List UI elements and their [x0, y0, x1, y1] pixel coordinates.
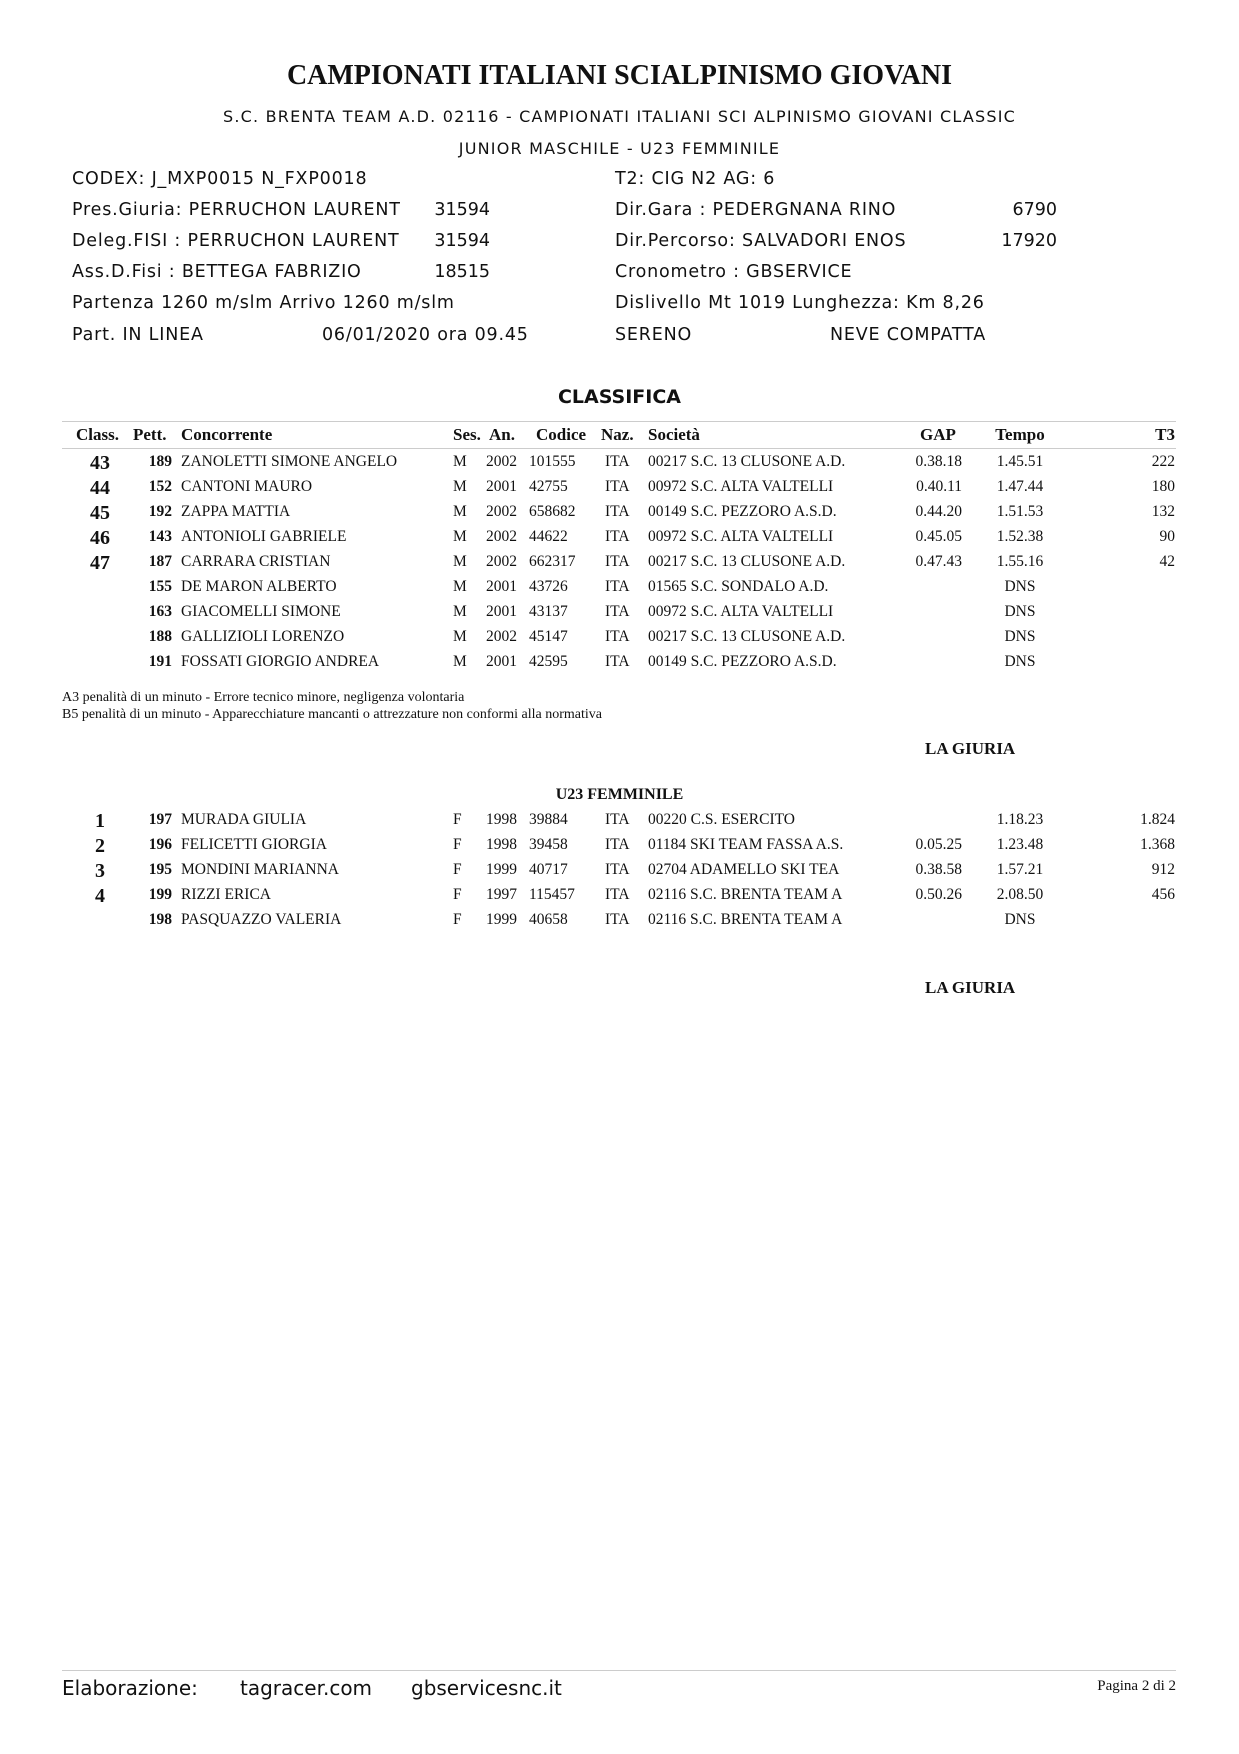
- cell-club: 00972 S.C. ALTA VALTELLI: [648, 603, 834, 620]
- cell-sex: M: [453, 578, 467, 595]
- partenza-tipo: Part. IN LINEA: [72, 325, 204, 345]
- cronometro: Cronometro : GBSERVICE: [615, 262, 853, 282]
- cell-sex: M: [453, 478, 467, 495]
- cell-athlete-name: MONDINI MARIANNA: [181, 861, 340, 878]
- cell-gap: 0.40.11: [916, 478, 962, 495]
- table-row: [0, 653, 1239, 678]
- footer-link-gbservice[interactable]: gbservicesnc.it: [411, 1676, 562, 1700]
- cell-birth-year: 1999: [486, 861, 517, 878]
- giuria-signature: LA GIURIA: [925, 739, 1016, 758]
- col-class: Class.: [76, 425, 119, 444]
- cell-bib: 155: [148, 578, 172, 595]
- cell-bib: 187: [148, 553, 172, 570]
- cell-gap: 0.47.43: [915, 553, 962, 570]
- cell-gap: 0.50.26: [915, 886, 962, 903]
- cell-club: 01184 SKI TEAM FASSA A.S.: [648, 836, 844, 853]
- cell-club: 00972 S.C. ALTA VALTELLI: [648, 528, 834, 545]
- cell-nation: ITA: [605, 653, 630, 670]
- dir-gara: Dir.Gara : PEDERGNANA RINO: [615, 200, 897, 220]
- col-an: An.: [489, 425, 515, 444]
- cell-fisi-code: 39884: [529, 811, 568, 828]
- cell-club: 00149 S.C. PEZZORO A.S.D.: [648, 653, 837, 670]
- col-gap: GAP: [920, 425, 956, 444]
- cell-points: 912: [1151, 861, 1175, 878]
- cell-bib: 189: [148, 453, 172, 470]
- cell-fisi-code: 662317: [529, 553, 576, 570]
- cell-rank: 2: [95, 835, 105, 857]
- cell-time: 1.52.38: [996, 528, 1044, 545]
- cell-fisi-code: 39458: [529, 836, 568, 853]
- cell-birth-year: 1998: [486, 836, 517, 853]
- t2-cig: T2: CIG N2 AG: 6: [615, 169, 776, 189]
- cell-rank: 46: [90, 527, 110, 549]
- table-row: [0, 553, 1239, 578]
- table-row: [0, 836, 1239, 861]
- cell-athlete-name: PASQUAZZO VALERIA: [181, 911, 342, 928]
- cell-birth-year: 2001: [486, 603, 517, 620]
- cell-rank: 4: [95, 885, 105, 907]
- cell-birth-year: 2002: [486, 453, 517, 470]
- col-codice: Codice: [536, 425, 587, 444]
- cell-rank: 3: [95, 860, 105, 882]
- table-row: [0, 528, 1239, 553]
- cell-points: 456: [1151, 886, 1175, 903]
- cell-sex: F: [453, 861, 462, 878]
- cell-gap: 0.44.20: [915, 503, 962, 520]
- cell-points: 1.824: [1140, 811, 1175, 828]
- col-pett: Pett.: [133, 425, 167, 444]
- cell-fisi-code: 101555: [529, 453, 576, 470]
- header-rule-top: [62, 421, 1176, 422]
- cell-bib: 195: [148, 861, 172, 878]
- cell-rank: 45: [90, 502, 110, 524]
- cell-club: 01565 S.C. SONDALO A.D.: [648, 578, 829, 595]
- cell-bib: 197: [148, 811, 172, 828]
- cell-nation: ITA: [605, 453, 630, 470]
- cell-gap: 0.05.25: [915, 836, 962, 853]
- table-row: [0, 603, 1239, 628]
- cell-nation: ITA: [605, 578, 630, 595]
- cell-nation: ITA: [605, 603, 630, 620]
- neve: NEVE COMPATTA: [830, 325, 986, 345]
- cell-nation: ITA: [605, 836, 630, 853]
- cell-athlete-name: RIZZI ERICA: [181, 886, 271, 903]
- cell-club: 00149 S.C. PEZZORO A.S.D.: [648, 503, 837, 520]
- table-row: [0, 453, 1239, 478]
- col-t3: T3: [1155, 425, 1175, 444]
- cell-rank: 43: [90, 452, 110, 474]
- cell-athlete-name: CARRARA CRISTIAN: [181, 553, 331, 570]
- ass-fisi: Ass.D.Fisi : BETTEGA FABRIZIO: [72, 262, 362, 282]
- cell-gap: 0.45.05: [915, 528, 962, 545]
- cell-time: DNS: [1004, 653, 1036, 670]
- cell-athlete-name: CANTONI MAURO: [181, 478, 313, 495]
- cell-points: 42: [1159, 553, 1175, 570]
- deleg-fisi-code: 31594: [434, 231, 490, 251]
- cell-sex: F: [453, 911, 462, 928]
- table-row: [0, 578, 1239, 603]
- cell-club: 00217 S.C. 13 CLUSONE A.D.: [648, 453, 846, 470]
- cell-points: 90: [1159, 528, 1175, 545]
- cell-rank: 1: [95, 810, 105, 832]
- classifica-title: CLASSIFICA: [557, 386, 682, 408]
- header-rule-bottom: [62, 448, 1176, 449]
- pres-giuria-code: 31594: [434, 200, 490, 220]
- cell-nation: ITA: [605, 478, 630, 495]
- cell-time: DNS: [1004, 911, 1036, 928]
- cell-sex: M: [453, 553, 467, 570]
- cell-fisi-code: 45147: [529, 628, 568, 645]
- deleg-fisi: Deleg.FISI : PERRUCHON LAURENT: [72, 231, 400, 251]
- dir-percorso-code: 17920: [1001, 231, 1057, 251]
- cell-nation: ITA: [605, 861, 630, 878]
- partenza-arrivo: Partenza 1260 m/slm Arrivo 1260 m/slm: [72, 293, 455, 313]
- cell-nation: ITA: [605, 811, 630, 828]
- cell-fisi-code: 43137: [529, 603, 568, 620]
- cell-time: 1.23.48: [996, 836, 1044, 853]
- cell-fisi-code: 40658: [529, 911, 568, 928]
- cell-gap: 0.38.18: [915, 453, 962, 470]
- cell-bib: 191: [148, 653, 172, 670]
- cell-birth-year: 1997: [486, 886, 517, 903]
- cell-fisi-code: 658682: [529, 503, 576, 520]
- cell-sex: M: [453, 653, 467, 670]
- table-row: [0, 886, 1239, 911]
- cell-time: 1.55.16: [996, 553, 1044, 570]
- subtitle-organizer: S.C. BRENTA TEAM A.D. 02116 - CAMPIONATI ITALIANI SCI ALPINISMO GIOVANI CLASSIC: [223, 107, 1016, 126]
- cell-club: 00220 C.S. ESERCITO: [648, 811, 795, 828]
- cell-birth-year: 2002: [486, 528, 517, 545]
- cell-fisi-code: 44622: [529, 528, 568, 545]
- cell-time: 1.18.23: [996, 811, 1044, 828]
- cell-time: 1.45.51: [996, 453, 1044, 470]
- col-tempo: Tempo: [995, 425, 1045, 444]
- cell-time: DNS: [1004, 578, 1036, 595]
- dir-percorso: Dir.Percorso: SALVADORI ENOS: [615, 231, 907, 251]
- cell-athlete-name: DE MARON ALBERTO: [181, 578, 337, 595]
- col-ses: Ses.: [453, 425, 481, 444]
- col-concorrente: Concorrente: [181, 425, 273, 444]
- footer-rule: [62, 1670, 1176, 1671]
- cell-birth-year: 2002: [486, 628, 517, 645]
- table-row: [0, 811, 1239, 836]
- cell-points: 180: [1151, 478, 1175, 495]
- cell-bib: 188: [148, 628, 172, 645]
- cell-time: 1.57.21: [996, 861, 1044, 878]
- cell-fisi-code: 42755: [529, 478, 568, 495]
- cell-points: 132: [1151, 503, 1175, 520]
- table-row: [0, 861, 1239, 886]
- cell-sex: M: [453, 628, 467, 645]
- cell-rank: 44: [90, 477, 110, 499]
- cell-nation: ITA: [605, 553, 630, 570]
- note-b5: B5 penalità di un minuto - Apparecchiature mancanti o attrezzature non conformi alla normativa: [62, 707, 602, 722]
- cell-birth-year: 2002: [486, 553, 517, 570]
- cell-nation: ITA: [605, 628, 630, 645]
- cell-birth-year: 2002: [486, 503, 517, 520]
- page-number: Pagina 2 di 2: [1097, 1678, 1176, 1694]
- cell-sex: F: [453, 886, 462, 903]
- cell-birth-year: 1998: [486, 811, 517, 828]
- cell-time: 2.08.50: [996, 886, 1044, 903]
- cell-club: 00217 S.C. 13 CLUSONE A.D.: [648, 553, 846, 570]
- dir-gara-code: 6790: [1012, 200, 1057, 220]
- table-row: [0, 628, 1239, 653]
- data-ora: 06/01/2020 ora 09.45: [322, 325, 529, 345]
- cell-sex: M: [453, 453, 467, 470]
- ass-fisi-code: 18515: [434, 262, 490, 282]
- cell-sex: M: [453, 528, 467, 545]
- cell-nation: ITA: [605, 528, 630, 545]
- cell-time: DNS: [1004, 603, 1036, 620]
- codex: CODEX: J_MXP0015 N_FXP0018: [72, 169, 368, 189]
- cell-athlete-name: FELICETTI GIORGIA: [181, 836, 327, 853]
- cell-nation: ITA: [605, 911, 630, 928]
- cell-bib: 192: [148, 503, 172, 520]
- cell-birth-year: 2001: [486, 578, 517, 595]
- cell-birth-year: 2001: [486, 478, 517, 495]
- meteo: SERENO: [615, 325, 693, 345]
- section-title-u23-femminile: U23 FEMMINILE: [555, 786, 684, 803]
- cell-nation: ITA: [605, 503, 630, 520]
- cell-sex: M: [453, 503, 467, 520]
- note-a3: A3 penalità di un minuto - Errore tecnico minore, negligenza volontaria: [62, 690, 465, 705]
- cell-points: 222: [1151, 453, 1175, 470]
- cell-bib: 163: [148, 603, 172, 620]
- cell-birth-year: 2001: [486, 653, 517, 670]
- subtitle-category: JUNIOR MASCHILE - U23 FEMMINILE: [458, 139, 781, 158]
- cell-athlete-name: ZAPPA MATTIA: [181, 503, 291, 520]
- cell-bib: 152: [148, 478, 172, 495]
- giuria-signature-2: LA GIURIA: [925, 978, 1016, 997]
- cell-time: DNS: [1004, 628, 1036, 645]
- cell-athlete-name: FOSSATI GIORGIO ANDREA: [181, 653, 380, 670]
- cell-fisi-code: 40717: [529, 861, 568, 878]
- cell-athlete-name: ANTONIOLI GABRIELE: [181, 528, 347, 545]
- cell-bib: 143: [148, 528, 172, 545]
- page-title: CAMPIONATI ITALIANI SCIALPINISMO GIOVANI: [286, 60, 953, 91]
- cell-sex: F: [453, 836, 462, 853]
- cell-nation: ITA: [605, 886, 630, 903]
- col-naz: Naz.: [601, 425, 634, 444]
- cell-club: 00972 S.C. ALTA VALTELLI: [648, 478, 834, 495]
- cell-bib: 198: [148, 911, 172, 928]
- cell-points: 1.368: [1140, 836, 1175, 853]
- cell-time: 1.51.53: [996, 503, 1044, 520]
- cell-athlete-name: GALLIZIOLI LORENZO: [181, 628, 345, 645]
- cell-time: 1.47.44: [996, 478, 1044, 495]
- cell-club: 02116 S.C. BRENTA TEAM A: [648, 911, 843, 928]
- cell-fisi-code: 42595: [529, 653, 568, 670]
- cell-club: 02704 ADAMELLO SKI TEA: [648, 861, 840, 878]
- cell-athlete-name: GIACOMELLI SIMONE: [181, 603, 341, 620]
- col-societa: Società: [648, 425, 700, 444]
- cell-athlete-name: ZANOLETTI SIMONE ANGELO: [181, 453, 398, 470]
- footer-link-tagracer[interactable]: tagracer.com: [240, 1676, 373, 1700]
- cell-club: 00217 S.C. 13 CLUSONE A.D.: [648, 628, 846, 645]
- cell-athlete-name: MURADA GIULIA: [181, 811, 307, 828]
- cell-birth-year: 1999: [486, 911, 517, 928]
- cell-sex: F: [453, 811, 462, 828]
- cell-bib: 199: [148, 886, 172, 903]
- table-row: [0, 911, 1239, 936]
- pres-giuria: Pres.Giuria: PERRUCHON LAURENT: [72, 200, 401, 220]
- table-row: [0, 478, 1239, 503]
- cell-fisi-code: 115457: [529, 886, 575, 903]
- dislivello-lunghezza: Dislivello Mt 1019 Lunghezza: Km 8,26: [615, 293, 985, 313]
- table-row: [0, 503, 1239, 528]
- cell-club: 02116 S.C. BRENTA TEAM A: [648, 886, 843, 903]
- cell-gap: 0.38.58: [915, 861, 962, 878]
- cell-rank: 47: [90, 552, 110, 574]
- cell-bib: 196: [148, 836, 172, 853]
- cell-sex: M: [453, 603, 467, 620]
- cell-fisi-code: 43726: [529, 578, 568, 595]
- footer-elaborazione: Elaborazione:: [62, 1676, 198, 1700]
